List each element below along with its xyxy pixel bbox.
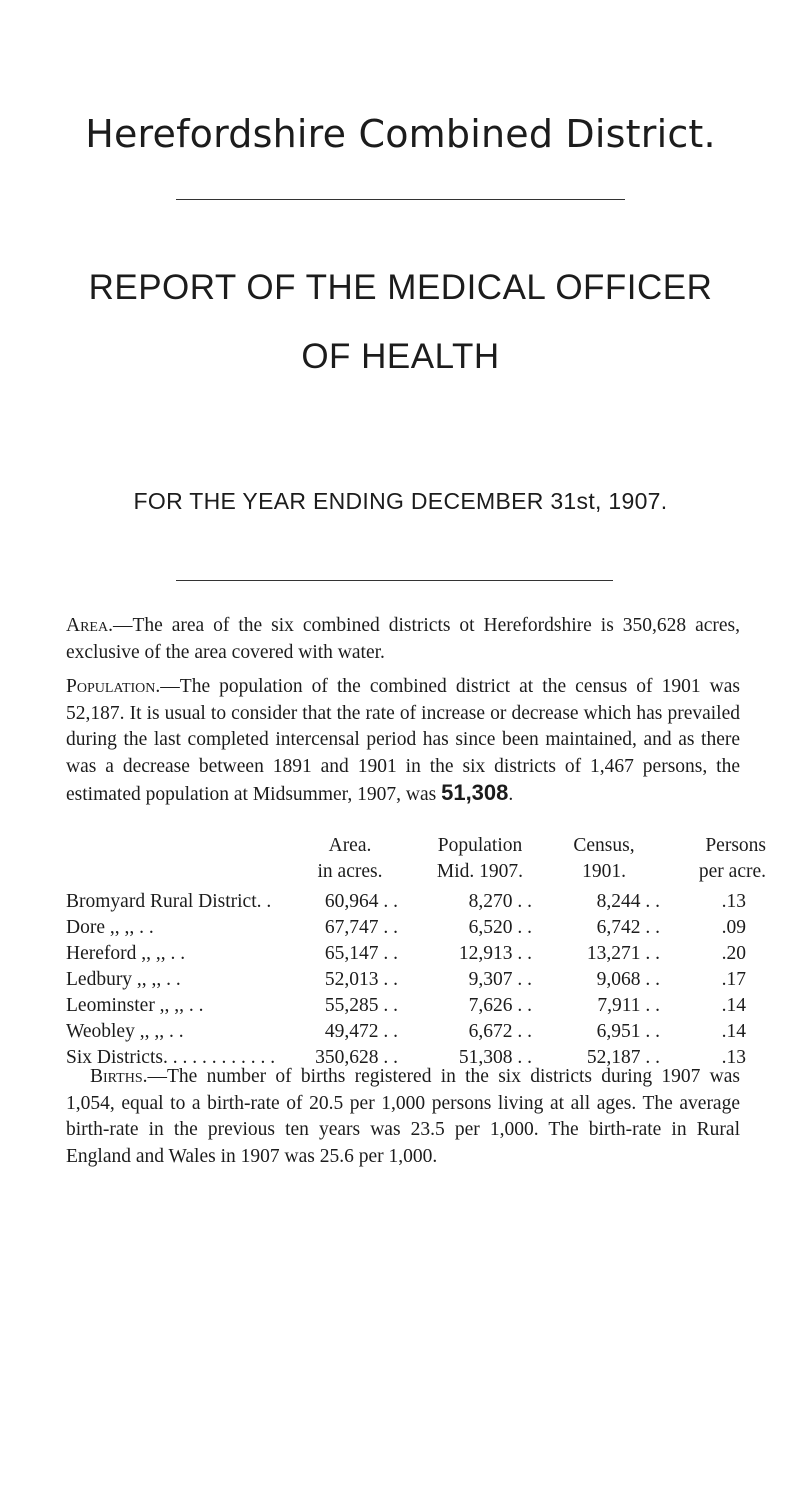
district-census: 13,271 . . — [586, 943, 660, 964]
district-population: 7,626 . . — [468, 995, 532, 1016]
header-persons: Persons — [705, 835, 766, 856]
district-census: 7,911 . . — [597, 995, 660, 1016]
population-text: —The population of the combined district at the census of 1901 was 52,187. It is usual to consider that the rate of increase or decrease which has prevailed during the last completed intercensal period has since been maintained, and as there was a decrease between 1891 and 1901 in the six districts of 1,467 persons, the estimated population at Midsummer, 1907, was — [66, 676, 740, 806]
table-header-row-2 — [66, 861, 766, 887]
area-text: —The area of the six combined districts ot Herefordshire is 350,628 acres, exclusive of the area covered with water. — [66, 615, 740, 663]
district-area: 67,747 . . — [324, 917, 398, 938]
district-census: 6,951 . . — [596, 1021, 660, 1042]
area-paragraph — [66, 613, 740, 666]
population-paragraph — [66, 674, 740, 809]
district-population: 6,520 . . — [468, 917, 532, 938]
district-area: 52,013 . . — [324, 969, 398, 990]
table-row — [66, 995, 746, 1021]
district-area: 60,964 . . — [324, 891, 398, 912]
table-row — [66, 891, 746, 917]
population-end: . — [508, 784, 514, 806]
district-name: Six Districts. . . . . . . . . . . . — [66, 1047, 276, 1068]
header-population: Population — [437, 835, 523, 856]
district-population: 9,307 . . — [468, 969, 532, 990]
district-name: Bromyard Rural District. . — [66, 891, 272, 912]
district-area: 65,147 . . — [324, 943, 398, 964]
header-area: Area. — [328, 835, 372, 856]
district-census: 9,068 . . — [596, 969, 660, 990]
report-subheading: FOR THE YEAR ENDING DECEMBER 31st, 1907. — [133, 488, 668, 514]
district-census: 6,742 . . — [596, 917, 660, 938]
births-lead: Births. — [90, 1066, 148, 1087]
district-table — [66, 835, 766, 1073]
district-persons: .14 — [721, 995, 746, 1016]
district-persons: .13 — [721, 1047, 746, 1068]
district-population: 12,913 . . — [458, 943, 532, 964]
district-name: Ledbury ,, ,, . . — [66, 969, 181, 990]
population-lead: Population. — [66, 676, 161, 697]
district-population: 51,308 . . — [458, 1047, 532, 1068]
district-area: 49,472 . . — [324, 1021, 398, 1042]
table-row — [66, 917, 746, 943]
divider-rule-top — [176, 199, 625, 200]
header-persons-unit: per acre. — [698, 861, 766, 882]
district-persons: .17 — [721, 969, 746, 990]
report-heading-line1: REPORT OF THE MEDICAL OFFICER — [88, 268, 713, 307]
district-census: 8,244 . . — [596, 891, 660, 912]
district-name: Dore ,, ,, . . — [66, 917, 154, 938]
births-text: —The number of births registered in the six districts during 1907 was 1,054, equal to a birth-rate of 20.5 per 1,000 persons living at all ages. The average birth-rate in the previous ten years was 23.5 per 1,000. The birth-rate in Rural England and Wales in 1907 was 25.6 per 1,000. — [66, 1066, 740, 1167]
table-row — [66, 943, 746, 969]
district-name: Hereford ,, ,, . . — [66, 943, 186, 964]
table-row — [66, 1021, 746, 1047]
district-population: 6,672 . . — [468, 1021, 532, 1042]
population-estimate: 51,308 — [441, 780, 509, 806]
district-persons: .14 — [721, 1021, 746, 1042]
district-name: Weobley ,, ,, . . — [66, 1021, 184, 1042]
table-row — [66, 969, 746, 995]
area-lead: Area. — [66, 615, 113, 636]
header-population-year: Mid. 1907. — [436, 861, 524, 882]
district-persons: .13 — [721, 891, 746, 912]
district-persons: .20 — [721, 943, 746, 964]
document-title: Herefordshire Combined District. — [85, 112, 716, 156]
header-census: Census, — [573, 835, 635, 856]
district-name: Leominster ,, ,, . . — [66, 995, 204, 1016]
district-census: 52,187 . . — [586, 1047, 660, 1068]
table-header-row-1 — [66, 835, 766, 861]
divider-rule-bottom — [176, 580, 613, 581]
district-area: 350,628 . . — [315, 1047, 398, 1068]
header-area-unit: in acres. — [317, 861, 383, 882]
births-paragraph — [66, 1064, 740, 1170]
district-persons: .09 — [721, 917, 746, 938]
header-census-year: 1901. — [582, 861, 626, 882]
report-heading-line2: OF HEALTH — [301, 337, 500, 376]
district-population: 8,270 . . — [468, 891, 532, 912]
district-area: 55,285 . . — [324, 995, 398, 1016]
